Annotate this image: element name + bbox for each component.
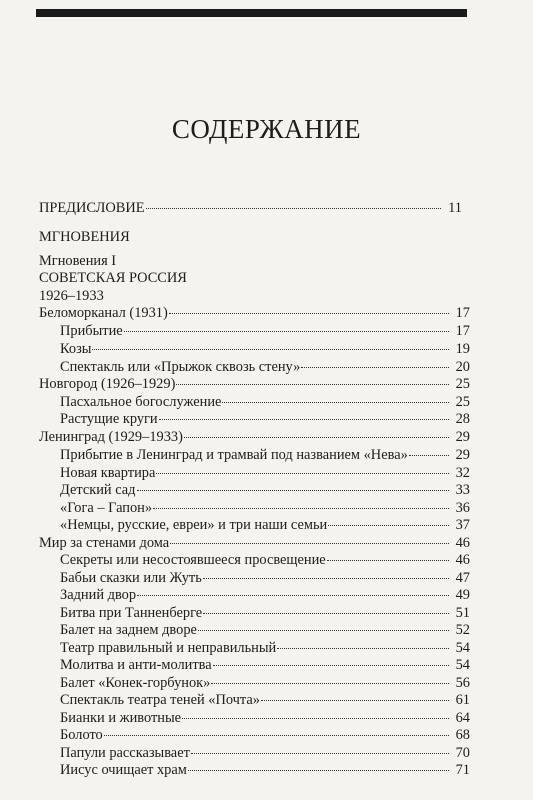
toc-entry-label: Новая квартира bbox=[60, 465, 156, 481]
toc-entry-label: Балет на заднем дворе bbox=[60, 622, 197, 638]
dot-leader bbox=[409, 453, 449, 456]
dot-leader bbox=[159, 417, 449, 420]
dot-leader bbox=[222, 400, 449, 403]
toc-entry-label: Балет «Конек-горбунок» bbox=[60, 675, 211, 691]
dot-leader bbox=[124, 329, 449, 332]
dot-leader bbox=[146, 206, 441, 209]
toc-entry bbox=[60, 359, 470, 376]
toc-entry-page-number: 70 bbox=[455, 745, 470, 761]
toc-entry-label: Прибытие в Ленинград и трамвай под названием «Нева» bbox=[60, 447, 408, 463]
dot-leader bbox=[213, 663, 449, 666]
toc-entry bbox=[60, 587, 470, 604]
dot-leader bbox=[156, 471, 449, 474]
toc-entry-page-number: 71 bbox=[455, 762, 470, 778]
toc-entry bbox=[60, 552, 470, 569]
toc-entry-page-number: 37 bbox=[455, 517, 470, 533]
subsection-heading-years: 1926–1933 bbox=[39, 288, 104, 304]
toc-entry bbox=[60, 517, 470, 534]
toc-entry bbox=[60, 500, 470, 517]
toc-entry bbox=[60, 482, 470, 499]
toc-entry-label: Ленинград (1929–1933) bbox=[39, 429, 183, 445]
toc-entry-page-number: 33 bbox=[455, 482, 470, 498]
toc-entry-label: Театр правильный и неправильный bbox=[60, 640, 277, 656]
toc-entry-page-number: 49 bbox=[455, 587, 470, 603]
dot-leader bbox=[188, 768, 449, 771]
dot-leader bbox=[211, 681, 449, 684]
toc-entry-page-number: 28 bbox=[455, 411, 470, 427]
toc-entry bbox=[60, 745, 470, 762]
toc-entry-label: Новгород (1926–1929) bbox=[39, 376, 176, 392]
subsection-heading-sovetskaya-rossiya: СОВЕТСКАЯ РОССИЯ bbox=[39, 270, 187, 286]
toc-entry bbox=[60, 447, 470, 464]
toc-entry-page-number: 29 bbox=[455, 429, 470, 445]
dot-leader bbox=[137, 593, 449, 596]
toc-entry-page-number: 56 bbox=[455, 675, 470, 691]
toc-entry bbox=[60, 465, 470, 482]
dot-leader bbox=[182, 716, 449, 719]
toc-entry-label: Молитва и анти-молитва bbox=[60, 657, 212, 673]
dot-leader bbox=[176, 382, 449, 385]
toc-entry-page-number: 19 bbox=[455, 341, 470, 357]
toc-entry-page-number: 68 bbox=[455, 727, 470, 743]
dot-leader bbox=[184, 435, 449, 438]
toc-entry-label: «Немцы, русские, евреи» и три наши семьи bbox=[60, 517, 328, 533]
toc-entry-label: Прибытие bbox=[60, 323, 123, 339]
toc-entry-label: Растущие круги bbox=[60, 411, 158, 427]
toc-entry-page-number: 25 bbox=[455, 394, 470, 410]
dot-leader bbox=[328, 523, 449, 526]
toc-entry-label: Папули рассказывает bbox=[60, 745, 190, 761]
toc-entry bbox=[60, 622, 470, 639]
subsection-heading-mgnoveniya-1: Мгновения I bbox=[39, 253, 117, 269]
toc-entry-page-number: 17 bbox=[455, 305, 470, 321]
dot-leader bbox=[92, 347, 449, 350]
dot-leader bbox=[203, 576, 449, 579]
toc-entry-page-number: 32 bbox=[455, 465, 470, 481]
toc-entry-label: Пасхальное богослужение bbox=[60, 394, 222, 410]
toc-entry-label: Козы bbox=[60, 341, 92, 357]
toc-entry bbox=[60, 605, 470, 622]
dot-leader bbox=[170, 541, 449, 544]
toc-entry-page-number: 54 bbox=[455, 657, 470, 673]
toc-entry-label: Битва при Танненберге bbox=[60, 605, 203, 621]
toc-entry-label: Беломорканал (1931) bbox=[39, 305, 168, 321]
toc-entry bbox=[39, 305, 470, 322]
dot-leader bbox=[277, 646, 449, 649]
toc-entry-label: Спектакль театра теней «Почта» bbox=[60, 692, 260, 708]
dot-leader bbox=[104, 733, 449, 736]
toc-entry-page-number: 11 bbox=[448, 200, 462, 216]
toc-entry bbox=[60, 675, 470, 692]
toc-entry-page-number: 54 bbox=[455, 640, 470, 656]
dot-leader bbox=[153, 506, 449, 509]
toc-entry-page-number: 47 bbox=[455, 570, 470, 586]
toc-entry bbox=[39, 376, 470, 393]
dot-leader bbox=[327, 558, 449, 561]
dot-leader bbox=[169, 311, 449, 314]
toc-entry-label: Детский сад bbox=[60, 482, 136, 498]
toc-entry-page-number: 17 bbox=[455, 323, 470, 339]
toc-entry-page-number: 61 bbox=[455, 692, 470, 708]
toc-entry-page-number: 25 bbox=[455, 376, 470, 392]
toc-entry-label: Спектакль или «Прыжок сквозь стену» bbox=[60, 359, 301, 375]
toc-entry-label: Мир за стенами дома bbox=[39, 535, 170, 551]
toc-entry-page-number: 46 bbox=[455, 552, 470, 568]
toc-entry-page-number: 29 bbox=[455, 447, 470, 463]
toc-entry-label: ПРЕДИСЛОВИЕ bbox=[39, 200, 145, 216]
dot-leader bbox=[198, 628, 449, 631]
toc-entry-label: «Гога – Гапон» bbox=[60, 500, 153, 516]
toc-entry-label: Бабьи сказки или Жуть bbox=[60, 570, 202, 586]
dot-leader bbox=[137, 488, 450, 491]
page-title: СОДЕРЖАНИЕ bbox=[171, 114, 362, 144]
dot-leader bbox=[191, 751, 449, 754]
toc-entry bbox=[60, 727, 470, 744]
toc-entry-page-number: 36 bbox=[455, 500, 470, 516]
toc-entry bbox=[60, 341, 470, 358]
toc-entry bbox=[60, 570, 470, 587]
toc-entry-label: Задний двор bbox=[60, 587, 137, 603]
toc-entry-label: Болото bbox=[60, 727, 103, 743]
toc-entry bbox=[60, 640, 470, 657]
toc-entry bbox=[60, 394, 470, 411]
toc-entry-page-number: 51 bbox=[455, 605, 470, 621]
toc-entry-page-number: 52 bbox=[455, 622, 470, 638]
dot-leader bbox=[203, 611, 449, 614]
toc-entry-page-number: 46 bbox=[455, 535, 470, 551]
toc-entry bbox=[60, 692, 470, 709]
section-heading-mgnoveniya: МГНОВЕНИЯ bbox=[39, 229, 130, 245]
toc-entry-page-number: 64 bbox=[455, 710, 470, 726]
toc-entry bbox=[39, 535, 470, 552]
toc-entry bbox=[39, 429, 470, 446]
toc-entry bbox=[60, 657, 470, 674]
toc-entry bbox=[60, 710, 470, 727]
dot-leader bbox=[301, 365, 449, 368]
toc-entry-page-number: 20 bbox=[455, 359, 470, 375]
dot-leader bbox=[261, 698, 449, 701]
toc-entry bbox=[60, 323, 470, 340]
toc-entry-label: Секреты или несостоявшееся просвещение bbox=[60, 552, 326, 568]
toc-entry bbox=[60, 762, 470, 779]
toc-entry bbox=[60, 411, 470, 428]
toc-entry bbox=[39, 200, 462, 217]
toc-entry-label: Бианки и животные bbox=[60, 710, 182, 726]
toc-entry-label: Иисус очищает храм bbox=[60, 762, 187, 778]
